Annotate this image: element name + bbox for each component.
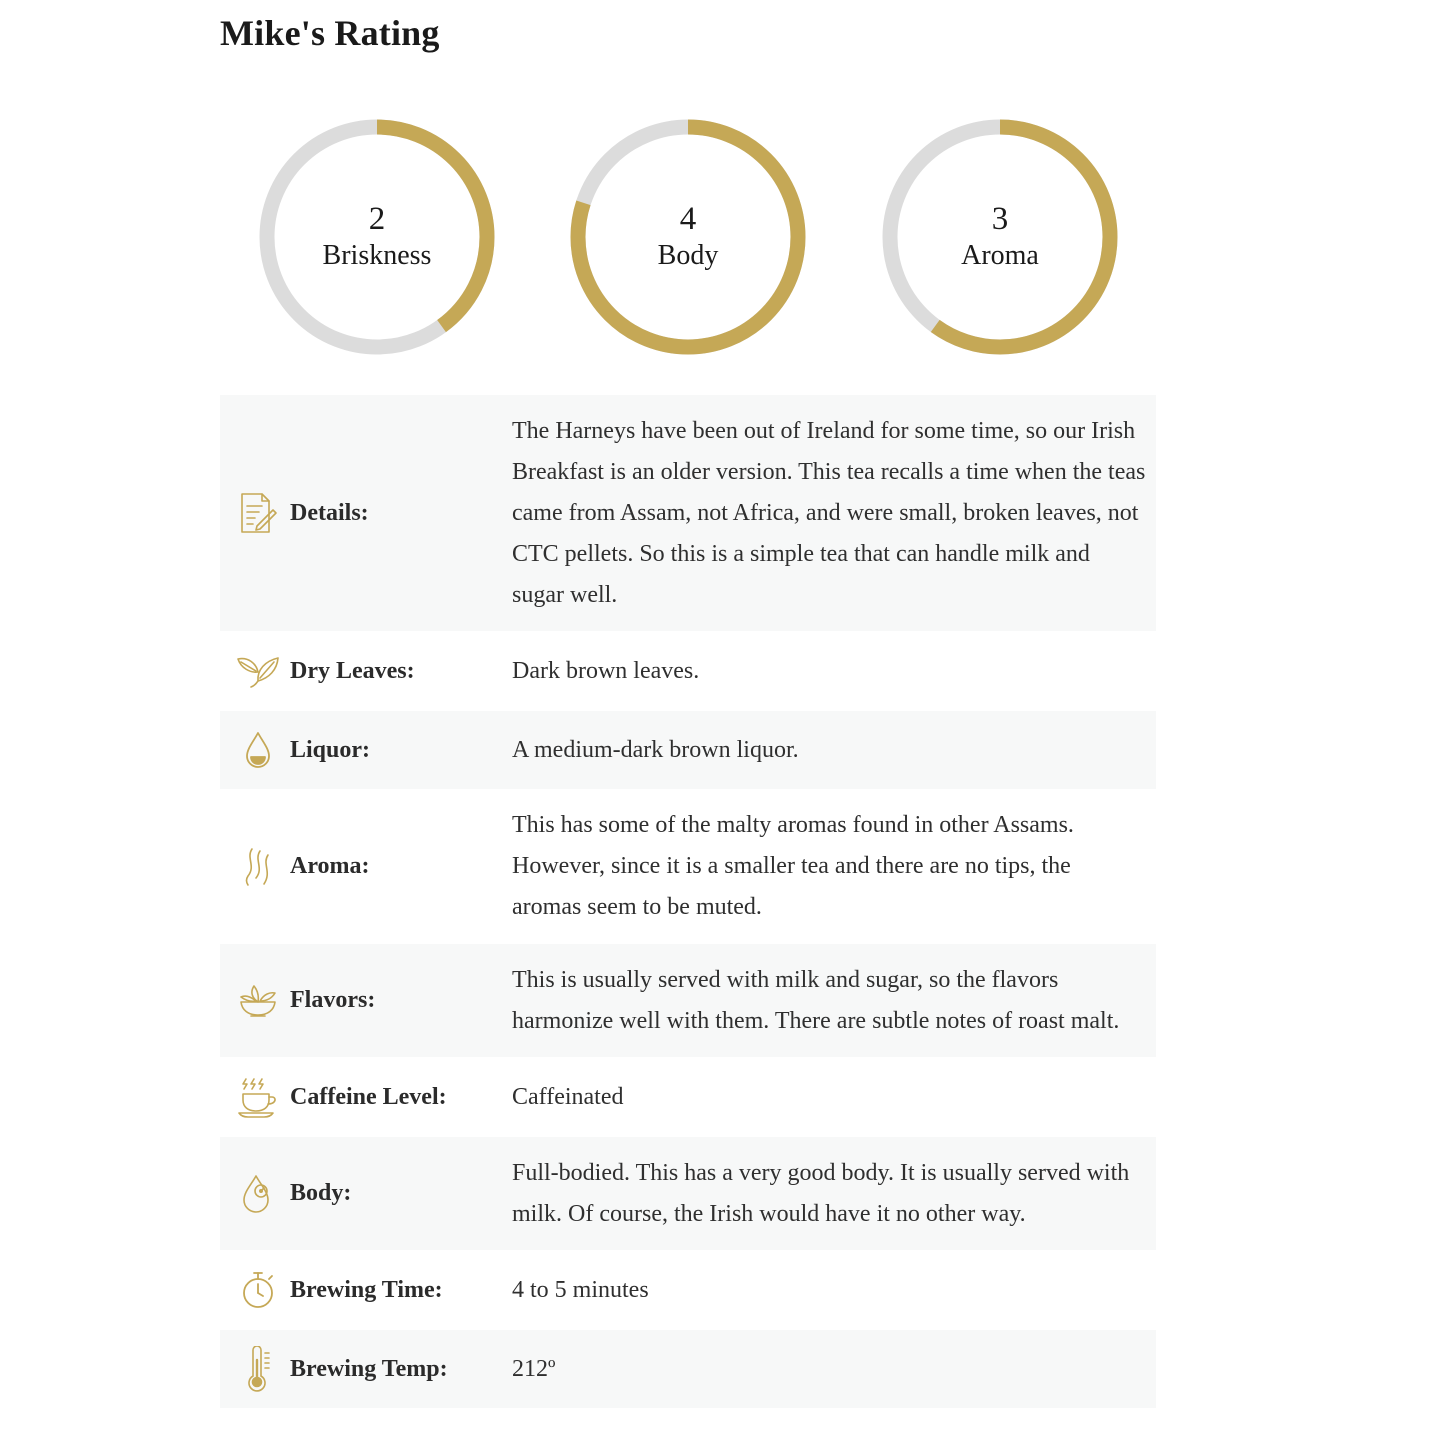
row-label: Brewing Time: <box>290 1276 443 1303</box>
row-label: Body: <box>290 1180 352 1206</box>
gauge-label: Briskness <box>322 240 432 271</box>
row-label: Brewing Temp: <box>290 1355 448 1382</box>
row-value: The Harneys have been out of Ireland for some time, so our Irish Breakfast is an older version. This tea recalls a time when the teas came from Assam, not Africa, and were small, broken leaves, not CTC pellets. So this is a simple tea that can handle milk and sugar well. <box>512 417 1146 608</box>
detail-row-caffeine <box>220 1057 1156 1137</box>
leaves-icon <box>236 649 280 693</box>
row-label: Liquor: <box>290 736 371 763</box>
stopwatch-icon <box>236 1268 280 1312</box>
row-value: 4 to 5 minutes <box>512 1276 649 1303</box>
row-value: This has some of the malty aromas found in other Assams. However, since it is a smaller tea and there are no tips, the aromas seem to be muted. <box>512 812 1074 920</box>
row-value: Caffeinated <box>512 1083 624 1110</box>
gauge-value: 4 <box>679 201 697 237</box>
detail-row-flavors <box>220 944 1156 1057</box>
gauge-briskness <box>252 112 502 362</box>
gauge-value: 3 <box>991 201 1009 237</box>
gauge-aroma <box>875 112 1125 362</box>
detail-row-details <box>220 395 1156 631</box>
row-value: Dark brown leaves. <box>512 657 700 684</box>
droplet-icon <box>236 728 280 772</box>
notes-pencil-icon <box>236 491 280 535</box>
tea-details-table <box>220 395 1156 1408</box>
row-label: Details: <box>290 499 369 526</box>
page-title: Mike's Rating <box>220 13 440 53</box>
gauge-body <box>563 112 813 362</box>
drop-gauge-icon <box>236 1172 280 1216</box>
row-value: Full-bodied. This has a very good body. It is usually served with milk. Of course, the Irish would have it no other way. <box>512 1159 1130 1227</box>
detail-row-body <box>220 1137 1156 1250</box>
gauge-value: 2 <box>368 201 386 237</box>
row-label: Aroma: <box>290 853 370 879</box>
row-value: This is usually served with milk and sugar, so the flavors harmonize well with them. There are subtle notes of roast malt. <box>512 966 1120 1034</box>
row-value: A medium-dark brown liquor. <box>512 736 799 763</box>
detail-row-liquor <box>220 711 1156 789</box>
bowl-icon <box>236 979 280 1023</box>
detail-row-dry-leaves <box>220 631 1156 711</box>
detail-row-brewing-temp <box>220 1330 1156 1408</box>
thermometer-icon <box>236 1347 280 1391</box>
row-label: Flavors: <box>290 987 376 1013</box>
gauge-label: Aroma <box>961 240 1039 271</box>
teacup-icon <box>236 1075 280 1119</box>
detail-row-aroma <box>220 789 1156 944</box>
detail-row-brewing-time <box>220 1250 1156 1330</box>
rating-gauges <box>220 112 1156 362</box>
steam-icon <box>236 845 280 889</box>
row-label: Dry Leaves: <box>290 657 415 684</box>
row-label: Caffeine Level: <box>290 1083 447 1110</box>
gauge-label: Body <box>657 240 719 271</box>
row-value: 212º <box>512 1355 556 1382</box>
